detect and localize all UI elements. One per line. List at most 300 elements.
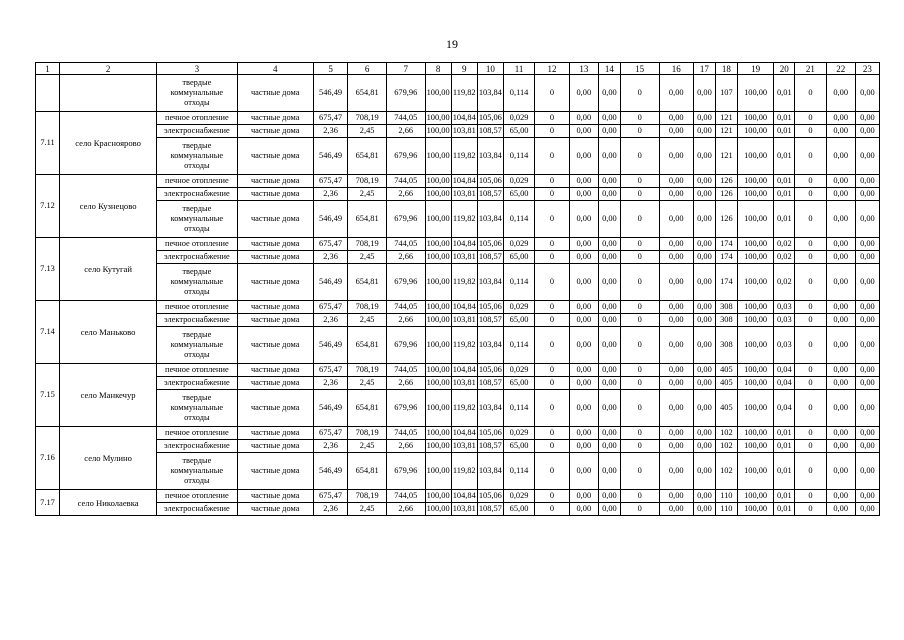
- value-cell-col4: частные дома: [237, 364, 313, 377]
- value-cell-col5: 546,49: [313, 201, 347, 238]
- value-cell-col4: частные дома: [237, 112, 313, 125]
- value-cell-col13: 0,00: [569, 427, 598, 440]
- value-cell-col9: 103,81: [451, 314, 477, 327]
- value-cell-col21: 0: [795, 175, 826, 188]
- value-cell-col18: 308: [715, 301, 737, 314]
- value-cell-col13: 0,00: [569, 364, 598, 377]
- service-type-cell: печное отопление: [157, 364, 237, 377]
- value-cell-col5: 675,47: [313, 112, 347, 125]
- value-cell-col14: 0,00: [598, 314, 620, 327]
- value-cell-col17: 0,00: [693, 125, 715, 138]
- value-cell-col11: 65,00: [503, 503, 534, 516]
- value-cell-col20: 0,03: [774, 301, 795, 314]
- value-cell-col9: 103,81: [451, 251, 477, 264]
- value-cell-col23: 0,00: [855, 175, 879, 188]
- table-row: [36, 251, 880, 264]
- value-cell-col7: 744,05: [386, 238, 425, 251]
- service-type-cell: печное отопление: [157, 112, 237, 125]
- value-cell-col20: 0,02: [774, 238, 795, 251]
- value-cell-col9: 103,81: [451, 440, 477, 453]
- value-cell-col23: 0,00: [855, 390, 879, 427]
- value-cell-col15: 0: [620, 440, 659, 453]
- value-cell-col13: 0,00: [569, 503, 598, 516]
- value-cell-col7: 2,66: [386, 314, 425, 327]
- value-cell-col13: 0,00: [569, 112, 598, 125]
- table-row: [36, 377, 880, 390]
- header-cell-19: 19: [737, 63, 774, 75]
- value-cell-col12: 0: [535, 427, 569, 440]
- value-cell-col22: 0,00: [826, 364, 855, 377]
- service-type-cell: электроснабжение: [157, 188, 237, 201]
- value-cell-col18: 405: [715, 390, 737, 427]
- value-cell-col10: 103,84: [477, 264, 503, 301]
- value-cell-col15: 0: [620, 364, 659, 377]
- value-cell-col15: 0: [620, 188, 659, 201]
- value-cell-col9: 119,82: [451, 327, 477, 364]
- value-cell-col17: 0,00: [693, 175, 715, 188]
- value-cell-col7: 2,66: [386, 188, 425, 201]
- value-cell-col11: 0,114: [503, 453, 534, 490]
- value-cell-col11: 65,00: [503, 314, 534, 327]
- service-type-cell: электроснабжение: [157, 125, 237, 138]
- value-cell-col19: 100,00: [737, 327, 774, 364]
- table-row: [36, 364, 880, 377]
- value-cell-col19: 100,00: [737, 188, 774, 201]
- value-cell-col5: 675,47: [313, 364, 347, 377]
- value-cell-col6: 708,19: [348, 175, 387, 188]
- value-cell-col8: 100,00: [425, 453, 451, 490]
- table-row: [36, 264, 880, 301]
- value-cell-col22: 0,00: [826, 314, 855, 327]
- value-cell-col19: 100,00: [737, 301, 774, 314]
- value-cell-col14: 0,00: [598, 377, 620, 390]
- value-cell-col9: 119,82: [451, 453, 477, 490]
- service-type-cell: печное отопление: [157, 427, 237, 440]
- value-cell-col11: 0,114: [503, 138, 534, 175]
- value-cell-col18: 107: [715, 75, 737, 112]
- value-cell-col10: 103,84: [477, 453, 503, 490]
- value-cell-col16: 0,00: [659, 490, 693, 503]
- value-cell-col17: 0,00: [693, 364, 715, 377]
- value-cell-col22: 0,00: [826, 490, 855, 503]
- value-cell-col8: 100,00: [425, 75, 451, 112]
- item-number-cell: 7.13: [36, 238, 60, 301]
- value-cell-col17: 0,00: [693, 440, 715, 453]
- value-cell-col12: 0: [535, 327, 569, 364]
- value-cell-col11: 0,029: [503, 427, 534, 440]
- value-cell-col6: 654,81: [348, 75, 387, 112]
- value-cell-col18: 102: [715, 440, 737, 453]
- value-cell-col4: частные дома: [237, 138, 313, 175]
- settlement-name-cell: село Кузнецово: [60, 175, 157, 238]
- value-cell-col23: 0,00: [855, 112, 879, 125]
- value-cell-col22: 0,00: [826, 503, 855, 516]
- value-cell-col20: 0,01: [774, 490, 795, 503]
- value-cell-col22: 0,00: [826, 75, 855, 112]
- value-cell-col19: 100,00: [737, 390, 774, 427]
- value-cell-col15: 0: [620, 453, 659, 490]
- value-cell-col12: 0: [535, 75, 569, 112]
- value-cell-col23: 0,00: [855, 364, 879, 377]
- value-cell-col8: 100,00: [425, 301, 451, 314]
- value-cell-col11: 0,114: [503, 390, 534, 427]
- value-cell-col20: 0,01: [774, 112, 795, 125]
- value-cell-col17: 0,00: [693, 503, 715, 516]
- value-cell-col21: 0: [795, 125, 826, 138]
- value-cell-col6: 2,45: [348, 440, 387, 453]
- value-cell-col13: 0,00: [569, 125, 598, 138]
- value-cell-col12: 0: [535, 112, 569, 125]
- service-type-cell: электроснабжение: [157, 503, 237, 516]
- value-cell-col13: 0,00: [569, 175, 598, 188]
- value-cell-col19: 100,00: [737, 377, 774, 390]
- table-row: [36, 125, 880, 138]
- value-cell-col15: 0: [620, 427, 659, 440]
- value-cell-col16: 0,00: [659, 327, 693, 364]
- value-cell-col13: 0,00: [569, 440, 598, 453]
- value-cell-col8: 100,00: [425, 427, 451, 440]
- value-cell-col16: 0,00: [659, 238, 693, 251]
- service-type-cell: печное отопление: [157, 301, 237, 314]
- value-cell-col19: 100,00: [737, 314, 774, 327]
- value-cell-col14: 0,00: [598, 427, 620, 440]
- item-number-cell: 7.15: [36, 364, 60, 427]
- value-cell-col13: 0,00: [569, 390, 598, 427]
- value-cell-col19: 100,00: [737, 75, 774, 112]
- value-cell-col16: 0,00: [659, 264, 693, 301]
- value-cell-col5: 675,47: [313, 427, 347, 440]
- value-cell-col4: частные дома: [237, 201, 313, 238]
- value-cell-col5: 2,36: [313, 377, 347, 390]
- header-row: [36, 63, 880, 75]
- value-cell-col14: 0,00: [598, 264, 620, 301]
- value-cell-col9: 103,81: [451, 188, 477, 201]
- value-cell-col17: 0,00: [693, 427, 715, 440]
- value-cell-col14: 0,00: [598, 188, 620, 201]
- table-row: [36, 301, 880, 314]
- value-cell-col21: 0: [795, 503, 826, 516]
- value-cell-col7: 679,96: [386, 390, 425, 427]
- value-cell-col13: 0,00: [569, 453, 598, 490]
- value-cell-col15: 0: [620, 251, 659, 264]
- value-cell-col17: 0,00: [693, 138, 715, 175]
- value-cell-col10: 105,06: [477, 112, 503, 125]
- header-cell-12: 12: [535, 63, 569, 75]
- value-cell-col20: 0,01: [774, 75, 795, 112]
- value-cell-col16: 0,00: [659, 364, 693, 377]
- value-cell-col15: 0: [620, 503, 659, 516]
- value-cell-col17: 0,00: [693, 238, 715, 251]
- table-row: [36, 503, 880, 516]
- value-cell-col10: 105,06: [477, 175, 503, 188]
- service-type-cell: электроснабжение: [157, 251, 237, 264]
- value-cell-col10: 103,84: [477, 327, 503, 364]
- value-cell-col13: 0,00: [569, 301, 598, 314]
- item-number-cell: 7.16: [36, 427, 60, 490]
- value-cell-col4: частные дома: [237, 490, 313, 503]
- value-cell-col6: 708,19: [348, 364, 387, 377]
- value-cell-col15: 0: [620, 314, 659, 327]
- value-cell-col6: 2,45: [348, 251, 387, 264]
- value-cell-col8: 100,00: [425, 201, 451, 238]
- value-cell-col20: 0,04: [774, 377, 795, 390]
- value-cell-col12: 0: [535, 201, 569, 238]
- value-cell-col14: 0,00: [598, 75, 620, 112]
- header-cell-8: 8: [425, 63, 451, 75]
- value-cell-col20: 0,04: [774, 364, 795, 377]
- header-cell-16: 16: [659, 63, 693, 75]
- value-cell-col11: 65,00: [503, 125, 534, 138]
- value-cell-col12: 0: [535, 125, 569, 138]
- value-cell-col22: 0,00: [826, 301, 855, 314]
- value-cell-col20: 0,03: [774, 327, 795, 364]
- value-cell-col17: 0,00: [693, 377, 715, 390]
- value-cell-col11: 0,114: [503, 327, 534, 364]
- value-cell-col18: 102: [715, 453, 737, 490]
- value-cell-col16: 0,00: [659, 112, 693, 125]
- service-type-cell: твердые коммунальные отходы: [157, 75, 237, 112]
- value-cell-col7: 744,05: [386, 364, 425, 377]
- value-cell-col15: 0: [620, 112, 659, 125]
- value-cell-col17: 0,00: [693, 327, 715, 364]
- value-cell-col21: 0: [795, 301, 826, 314]
- value-cell-col22: 0,00: [826, 427, 855, 440]
- value-cell-col7: 679,96: [386, 327, 425, 364]
- value-cell-col5: 546,49: [313, 327, 347, 364]
- value-cell-col11: 0,114: [503, 264, 534, 301]
- value-cell-col4: частные дома: [237, 390, 313, 427]
- value-cell-col9: 119,82: [451, 75, 477, 112]
- value-cell-col18: 174: [715, 238, 737, 251]
- value-cell-col16: 0,00: [659, 125, 693, 138]
- value-cell-col6: 708,19: [348, 112, 387, 125]
- value-cell-col15: 0: [620, 377, 659, 390]
- value-cell-col20: 0,01: [774, 453, 795, 490]
- value-cell-col23: 0,00: [855, 188, 879, 201]
- value-cell-col6: 708,19: [348, 238, 387, 251]
- value-cell-col10: 105,06: [477, 301, 503, 314]
- value-cell-col6: 654,81: [348, 453, 387, 490]
- header-cell-23: 23: [855, 63, 879, 75]
- value-cell-col22: 0,00: [826, 138, 855, 175]
- value-cell-col12: 0: [535, 377, 569, 390]
- value-cell-col23: 0,00: [855, 75, 879, 112]
- header-cell-4: 4: [237, 63, 313, 75]
- header-cell-14: 14: [598, 63, 620, 75]
- value-cell-col8: 100,00: [425, 251, 451, 264]
- value-cell-col12: 0: [535, 264, 569, 301]
- value-cell-col15: 0: [620, 301, 659, 314]
- page-number: 19: [446, 37, 458, 51]
- settlement-name-cell: село Красноярово: [60, 112, 157, 175]
- value-cell-col12: 0: [535, 314, 569, 327]
- value-cell-col21: 0: [795, 188, 826, 201]
- header-cell-17: 17: [693, 63, 715, 75]
- value-cell-col10: 108,57: [477, 251, 503, 264]
- value-cell-col21: 0: [795, 314, 826, 327]
- table-row: [36, 238, 880, 251]
- value-cell-col7: 679,96: [386, 264, 425, 301]
- value-cell-col22: 0,00: [826, 188, 855, 201]
- value-cell-col21: 0: [795, 251, 826, 264]
- value-cell-col4: частные дома: [237, 238, 313, 251]
- value-cell-col18: 308: [715, 327, 737, 364]
- value-cell-col12: 0: [535, 390, 569, 427]
- value-cell-col20: 0,01: [774, 503, 795, 516]
- value-cell-col9: 104,84: [451, 175, 477, 188]
- value-cell-col4: частные дома: [237, 125, 313, 138]
- value-cell-col7: 679,96: [386, 75, 425, 112]
- value-cell-col8: 100,00: [425, 238, 451, 251]
- value-cell-col6: 654,81: [348, 327, 387, 364]
- value-cell-col19: 100,00: [737, 364, 774, 377]
- value-cell-col21: 0: [795, 364, 826, 377]
- value-cell-col13: 0,00: [569, 238, 598, 251]
- settlement-name-cell: село Николаевка: [60, 490, 157, 516]
- value-cell-col10: 105,06: [477, 427, 503, 440]
- value-cell-col20: 0,03: [774, 314, 795, 327]
- service-type-cell: твердые коммунальные отходы: [157, 201, 237, 238]
- table-row: [36, 390, 880, 427]
- table-row: [36, 138, 880, 175]
- table-row: [36, 440, 880, 453]
- value-cell-col16: 0,00: [659, 314, 693, 327]
- value-cell-col17: 0,00: [693, 453, 715, 490]
- value-cell-col7: 2,66: [386, 503, 425, 516]
- table-row: [36, 490, 880, 503]
- value-cell-col4: частные дома: [237, 301, 313, 314]
- service-type-cell: печное отопление: [157, 238, 237, 251]
- value-cell-col8: 100,00: [425, 138, 451, 175]
- value-cell-col11: 65,00: [503, 188, 534, 201]
- value-cell-col13: 0,00: [569, 314, 598, 327]
- value-cell-col23: 0,00: [855, 427, 879, 440]
- value-cell-col18: 102: [715, 427, 737, 440]
- value-cell-col22: 0,00: [826, 264, 855, 301]
- service-type-cell: твердые коммунальные отходы: [157, 264, 237, 301]
- value-cell-col12: 0: [535, 188, 569, 201]
- value-cell-col12: 0: [535, 138, 569, 175]
- value-cell-col6: 2,45: [348, 125, 387, 138]
- service-type-cell: электроснабжение: [157, 314, 237, 327]
- value-cell-col19: 100,00: [737, 427, 774, 440]
- value-cell-col17: 0,00: [693, 75, 715, 112]
- service-type-cell: печное отопление: [157, 490, 237, 503]
- value-cell-col9: 104,84: [451, 490, 477, 503]
- value-cell-col13: 0,00: [569, 490, 598, 503]
- value-cell-col11: 0,114: [503, 75, 534, 112]
- value-cell-col18: 126: [715, 201, 737, 238]
- value-cell-col18: 308: [715, 314, 737, 327]
- value-cell-col11: 0,114: [503, 201, 534, 238]
- header-cell-6: 6: [348, 63, 387, 75]
- value-cell-col22: 0,00: [826, 440, 855, 453]
- header-cell-7: 7: [386, 63, 425, 75]
- value-cell-col20: 0,01: [774, 125, 795, 138]
- value-cell-col10: 108,57: [477, 188, 503, 201]
- settlement-name-cell: село Манкечур: [60, 364, 157, 427]
- value-cell-col8: 100,00: [425, 390, 451, 427]
- value-cell-col22: 0,00: [826, 251, 855, 264]
- value-cell-col4: частные дома: [237, 453, 313, 490]
- value-cell-col4: частные дома: [237, 264, 313, 301]
- value-cell-col5: 546,49: [313, 264, 347, 301]
- value-cell-col5: 2,36: [313, 314, 347, 327]
- header-cell-18: 18: [715, 63, 737, 75]
- value-cell-col6: 654,81: [348, 390, 387, 427]
- header-cell-20: 20: [774, 63, 795, 75]
- service-type-cell: твердые коммунальные отходы: [157, 327, 237, 364]
- service-type-cell: твердые коммунальные отходы: [157, 453, 237, 490]
- value-cell-col9: 104,84: [451, 364, 477, 377]
- value-cell-col13: 0,00: [569, 138, 598, 175]
- value-cell-col8: 100,00: [425, 364, 451, 377]
- table-row: [36, 453, 880, 490]
- settlement-name-cell: село Мулино: [60, 427, 157, 490]
- value-cell-col23: 0,00: [855, 377, 879, 390]
- value-cell-col14: 0,00: [598, 251, 620, 264]
- value-cell-col7: 2,66: [386, 377, 425, 390]
- value-cell-col21: 0: [795, 440, 826, 453]
- value-cell-col13: 0,00: [569, 188, 598, 201]
- value-cell-col16: 0,00: [659, 503, 693, 516]
- value-cell-col18: 110: [715, 490, 737, 503]
- value-cell-col20: 0,01: [774, 175, 795, 188]
- value-cell-col21: 0: [795, 264, 826, 301]
- value-cell-col19: 100,00: [737, 238, 774, 251]
- value-cell-col10: 108,57: [477, 440, 503, 453]
- value-cell-col15: 0: [620, 201, 659, 238]
- value-cell-col8: 100,00: [425, 503, 451, 516]
- value-cell-col19: 100,00: [737, 251, 774, 264]
- header-cell-21: 21: [795, 63, 826, 75]
- value-cell-col12: 0: [535, 503, 569, 516]
- value-cell-col8: 100,00: [425, 314, 451, 327]
- value-cell-col20: 0,01: [774, 138, 795, 175]
- value-cell-col5: 2,36: [313, 188, 347, 201]
- value-cell-col20: 0,01: [774, 440, 795, 453]
- value-cell-col14: 0,00: [598, 390, 620, 427]
- value-cell-col23: 0,00: [855, 201, 879, 238]
- value-cell-col16: 0,00: [659, 75, 693, 112]
- value-cell-col4: частные дома: [237, 251, 313, 264]
- value-cell-col6: 2,45: [348, 377, 387, 390]
- value-cell-col10: 103,84: [477, 201, 503, 238]
- value-cell-col22: 0,00: [826, 112, 855, 125]
- value-cell-col10: 108,57: [477, 377, 503, 390]
- value-cell-col9: 104,84: [451, 427, 477, 440]
- value-cell-col22: 0,00: [826, 201, 855, 238]
- value-cell-col8: 100,00: [425, 490, 451, 503]
- value-cell-col19: 100,00: [737, 503, 774, 516]
- value-cell-col18: 126: [715, 188, 737, 201]
- value-cell-col15: 0: [620, 390, 659, 427]
- value-cell-col15: 0: [620, 75, 659, 112]
- value-cell-col18: 405: [715, 364, 737, 377]
- value-cell-col14: 0,00: [598, 301, 620, 314]
- value-cell-col17: 0,00: [693, 264, 715, 301]
- value-cell-col13: 0,00: [569, 75, 598, 112]
- value-cell-col22: 0,00: [826, 175, 855, 188]
- value-cell-col5: 546,49: [313, 453, 347, 490]
- value-cell-col16: 0,00: [659, 138, 693, 175]
- value-cell-col6: 708,19: [348, 301, 387, 314]
- value-cell-col14: 0,00: [598, 175, 620, 188]
- value-cell-col23: 0,00: [855, 125, 879, 138]
- value-cell-col6: 2,45: [348, 188, 387, 201]
- value-cell-col6: 654,81: [348, 264, 387, 301]
- value-cell-col21: 0: [795, 327, 826, 364]
